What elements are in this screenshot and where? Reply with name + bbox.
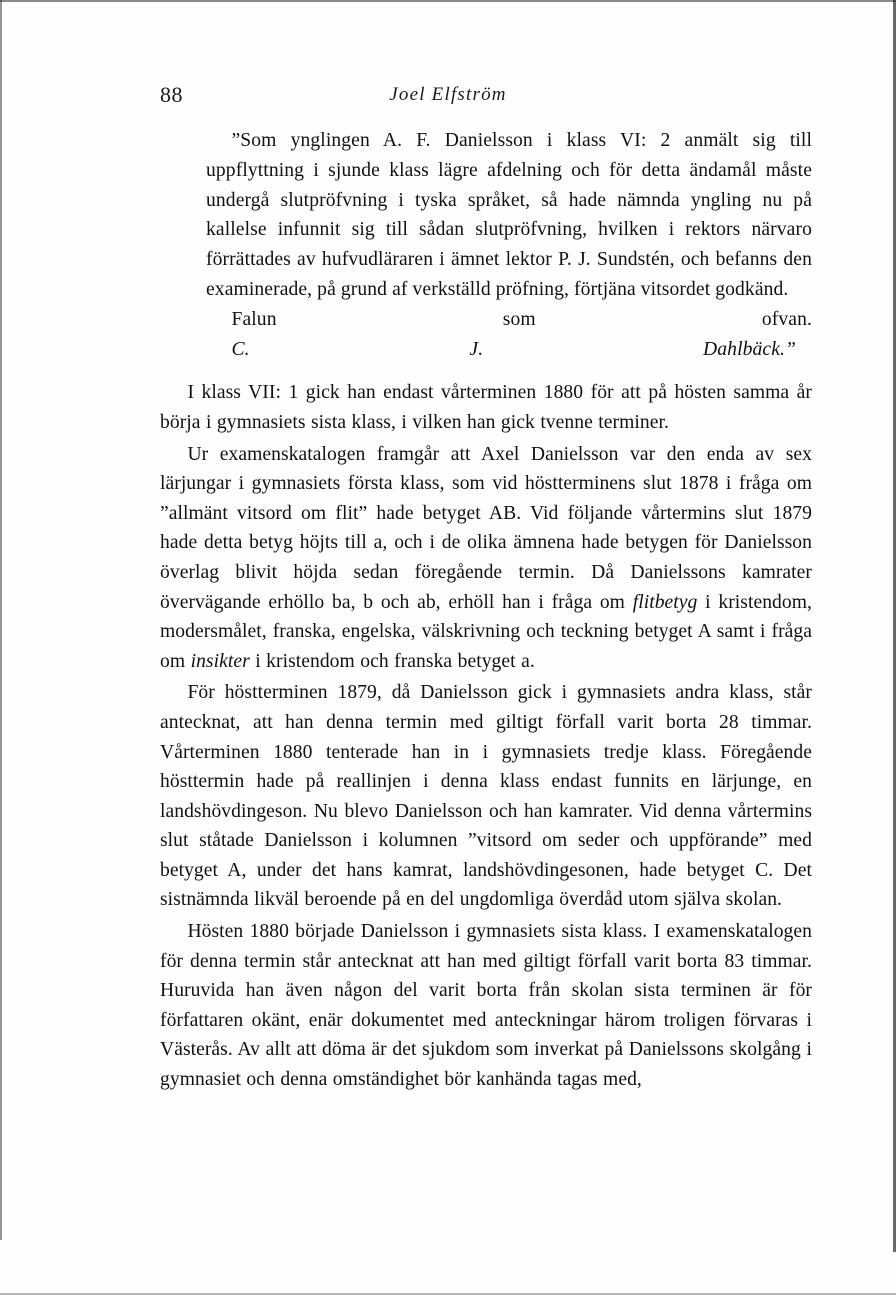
emphasis-flitbetyg: flitbetyg: [632, 591, 698, 613]
body-paragraph-2-part-3: i kristendom och franska betyget a.: [249, 650, 535, 672]
body-paragraph-2-part-1: Ur examenskatalogen framgår att Axel Danielsson var den enda av sex lärjungar i gymnasiets första klass, som vid höstterminens slut 1878 i fråga om ”allmänt vitsord om flit” hade betyget AB. Vid följande vårtermins slut 1879 hade detta betyg höjts till a, och i de olika ämnena hade betygen för Danielsson överlag blivit höjda sedan föregående termin. Då Danielssons kamrater övervägande erhöllo ba, b och ab, erhöll han i fråga om: [160, 443, 812, 613]
quotation-block: [206, 126, 812, 364]
body-paragraph-1: I klass VII: 1 gick han endast vårterminen 1880 för att på hösten samma år börja i gymnasiets sista klass, i vilken han gick tvenne terminer.: [160, 382, 812, 433]
page-number: 88: [160, 82, 183, 107]
quotation-signature: C. J. Dahlbäck.”: [231, 338, 796, 360]
running-head-title: Joel Elfström: [389, 84, 507, 105]
body-paragraph-3: För höstterminen 1879, då Danielsson gick i gymnasiets andra klass, står antecknat, att han denna termin med giltigt förfall varit borta 28 timmar. Vårterminen 1880 tenterade han in i gymnasiets tredje klass. Föregående hösttermin hade på reallinjen i denna klass endast funnits en lärjunge, en landshövdingeson. Nu blevo Danielsson och han kamrater. Vid denna vårtermins slut ståtade Danielsson i kolumnen ”vitsord om seder och uppförande” med betyget A, under det hans kamrat, landshövdingesonen, hade betyget C. Det sistnämnda likväl beroende på en del ungdomliga överdåd utom själva skolan.: [160, 682, 812, 911]
body-paragraph-2-part-2: i kristendom, modersmålet, franska, engelska, välskrivning och teckning betyget A samt i fråga om: [160, 591, 812, 672]
scan-edge-bottom: [0, 1293, 896, 1295]
quotation-place-line: Falun som ofvan.: [231, 308, 812, 330]
body-paragraph-2: [160, 440, 812, 677]
quotation-paragraph: ”Som ynglingen A. F. Danielsson i klass VI: 2 anmält sig till uppflyttning i sjunde klass lägre afdelning och för detta ändamål måste undergå slutpröfvning i tyska språket, så hade nämnda yngling nu på kallelse infunnit sig till sådan slutpröfvning, hvilken i rektors närvaro förrättades av hufvudläraren i ämnet lektor P. J. Sundstén, och befanns den examinerade, på grund af verkställd pröfning, förtjäna vitsordet godkänd.: [206, 130, 812, 300]
scan-edge-left: [0, 0, 2, 1240]
body-paragraph-4: Hösten 1880 började Danielsson i gymnasiets sista klass. I examenskatalogen för denna termin står antecknat att han med giltigt förfall varit borta 83 timmar. Huruvida han även någon del varit borta från skolan sista terminen är för författaren okänt, enär dokumentet med anteckningar härom troligen förvaras i Västerås. Av allt att döma är det sjukdom som inverkat på Danielssons skolgång i gymnasiet och denna omständighet bör kanhända tagas med,: [160, 921, 812, 1091]
running-head: [0, 82, 896, 112]
page-content: [160, 126, 812, 1095]
emphasis-insikter: insikter: [190, 650, 250, 672]
scan-edge-top: [0, 0, 896, 2]
